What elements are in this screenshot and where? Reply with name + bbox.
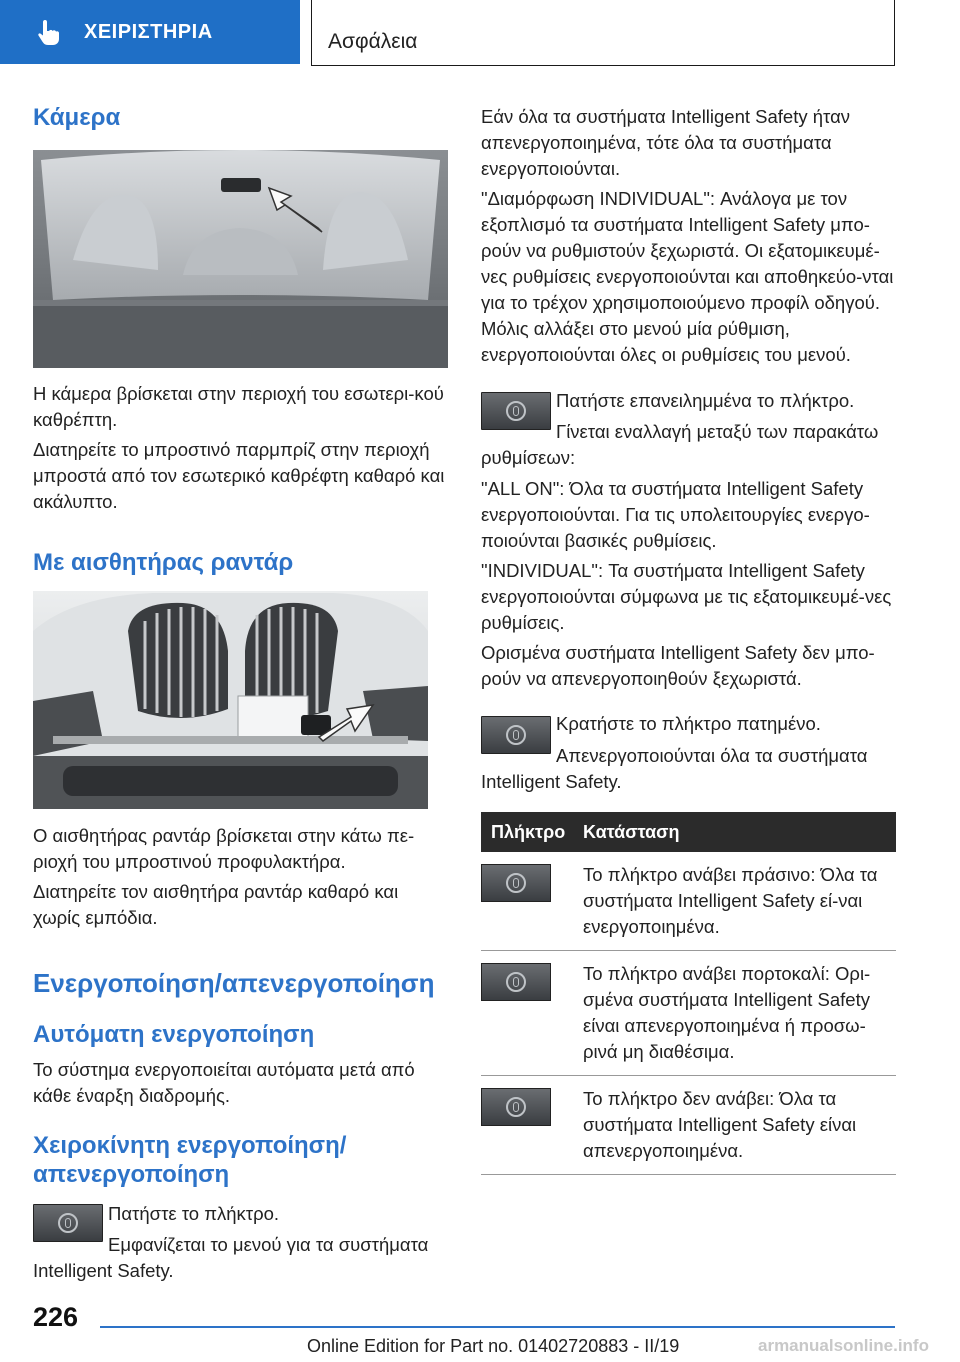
manual-step: Πατήστε το πλήκτρο. bbox=[108, 1203, 280, 1224]
key-state-table bbox=[481, 812, 896, 1175]
right-text-1: Εάν όλα τα συστήματα Intelligent Safety ήταν απενεργοποιημένα, τότε όλα τα συστήματα ενεργοποιούνται. bbox=[481, 106, 851, 179]
manual-activation-heading-1: Χειροκίνητη ενεργοποίηση/ bbox=[33, 1132, 347, 1159]
table-header-row bbox=[481, 812, 896, 852]
key-cell bbox=[481, 1076, 573, 1175]
safety-button-icon bbox=[481, 864, 551, 902]
safety-button-icon bbox=[481, 963, 551, 1001]
step-repeat: Πατήστε επανειλημμένα το πλήκτρο. bbox=[556, 390, 855, 411]
table-row bbox=[481, 1076, 896, 1175]
col-state-header: Κατάσταση bbox=[573, 812, 896, 852]
camera-text-1: Η κάμερα βρίσκεται στην περιοχή του εσωτερι-κού καθρέπτη. bbox=[33, 383, 444, 430]
hand-pointer-icon bbox=[34, 17, 64, 47]
page-number: 226 bbox=[33, 1302, 79, 1332]
camera-heading: Κάμερα bbox=[33, 104, 121, 131]
radar-heading: Με αισθητήρας ραντάρ bbox=[33, 549, 294, 576]
footer-edition: Online Edition for Part no. 01402720883 - II/19 bbox=[307, 1336, 680, 1356]
toggle-text: Γίνεται εναλλαγή μεταξύ των παρακάτω ρυθμίσεων: bbox=[481, 421, 879, 468]
footer-watermark: armanualsonline.info bbox=[758, 1336, 929, 1355]
safety-button-icon bbox=[481, 1088, 551, 1126]
deactivate-text: Απενεργοποιούνται όλα τα συστήματα Intelligent Safety. bbox=[481, 745, 868, 792]
activation-heading: Ενεργοποίηση/απενεργοποίηση bbox=[33, 968, 435, 998]
section-tab bbox=[311, 0, 895, 66]
tab-controls[interactable] bbox=[0, 0, 300, 64]
tab-controls-label: ΧΕΙΡΙΣΤΗΡΙΑ bbox=[84, 20, 213, 43]
camera-image bbox=[33, 150, 448, 368]
radar-text-2: Διατηρείτε τον αισθητήρα ραντάρ καθαρό και χωρίς εμπόδια. bbox=[33, 881, 399, 928]
individual-text: "INDIVIDUAL": Τα συστήματα Intelligent Safety ενεργοποιούνται σύμφωνα με τις εξατομικευμέ-νες ρυθμίσεις. bbox=[481, 560, 892, 633]
state-cell: Το πλήκτρο ανάβει πορτοκαλί: Ορι-σμένα συστήματα Intelligent Safety είναι απενεργοποιημένα ή προσω-ρινά μη διαθέσιμα. bbox=[573, 951, 896, 1076]
all-on-text: "ALL ON": Όλα τα συστήματα Intelligent Safety ενεργοποιούνται. Για τις υπολειτουργίες ενεργο-ποιούνται βασικές ρυθμίσεις. bbox=[481, 478, 870, 551]
camera-text-2: Διατηρείτε το μπροστινό παρμπρίζ στην περιοχή μπροστά από τον εσωτερικό καθρέφτη καθαρό και ακάλυπτο. bbox=[33, 439, 445, 512]
some-systems-text: Ορισμένα συστήματα Intelligent Safety δεν μπο-ρούν να απενεργοποιηθούν ξεχωριστά. bbox=[481, 642, 875, 689]
col-key-header: Πλήκτρο bbox=[481, 812, 573, 852]
step-hold: Κρατήστε το πλήκτρο πατημένο. bbox=[556, 713, 821, 734]
footer-divider bbox=[100, 1326, 895, 1328]
radar-image bbox=[33, 591, 428, 809]
auto-activation-text: Το σύστημα ενεργοποιείται αυτόματα μετά από κάθε έναρξη διαδρομής. bbox=[33, 1059, 415, 1106]
manual-text: Εμφανίζεται το μενού για τα συστήματα Intelligent Safety. bbox=[33, 1234, 429, 1281]
section-title: Ασφάλεια bbox=[328, 30, 418, 53]
state-cell: Το πλήκτρο ανάβει πράσινο: Όλα τα συστήματα Intelligent Safety εί-ναι ενεργοποιημένα. bbox=[573, 852, 896, 951]
key-cell bbox=[481, 852, 573, 951]
state-cell: Το πλήκτρο δεν ανάβει: Όλα τα συστήματα Intelligent Safety είναι απενεργοποιημένα. bbox=[573, 1076, 896, 1175]
right-text-2: "Διαμόρφωση INDIVIDUAL": Ανάλογα με τον εξοπλισμό τα συστήματα Intelligent Safety μπο-ρούν να ρυθμιστούν ξεχωριστά. Οι εξατομικευμέ-νες ρυθμίσεις ενεργοποιούνται και αποθηκεύο-νται για το τρέχον χρησιμοποιούμενο προφίλ οδηγού. Μόλις αλλάξει στο μενού μία ρύθμιση, ενεργοποιούνται όλες οι ρυθμίσεις του μενού. bbox=[481, 188, 894, 365]
table-row bbox=[481, 852, 896, 951]
manual-activation-heading-2: απενεργοποίηση bbox=[33, 1161, 230, 1188]
table-row bbox=[481, 951, 896, 1076]
radar-text-1: Ο αισθητήρας ραντάρ βρίσκεται στην κάτω πε-ριοχή του μπροστινού προφυλακτήρα. bbox=[33, 825, 415, 872]
auto-activation-heading: Αυτόματη ενεργοποίηση bbox=[33, 1021, 315, 1048]
key-cell bbox=[481, 951, 573, 1076]
